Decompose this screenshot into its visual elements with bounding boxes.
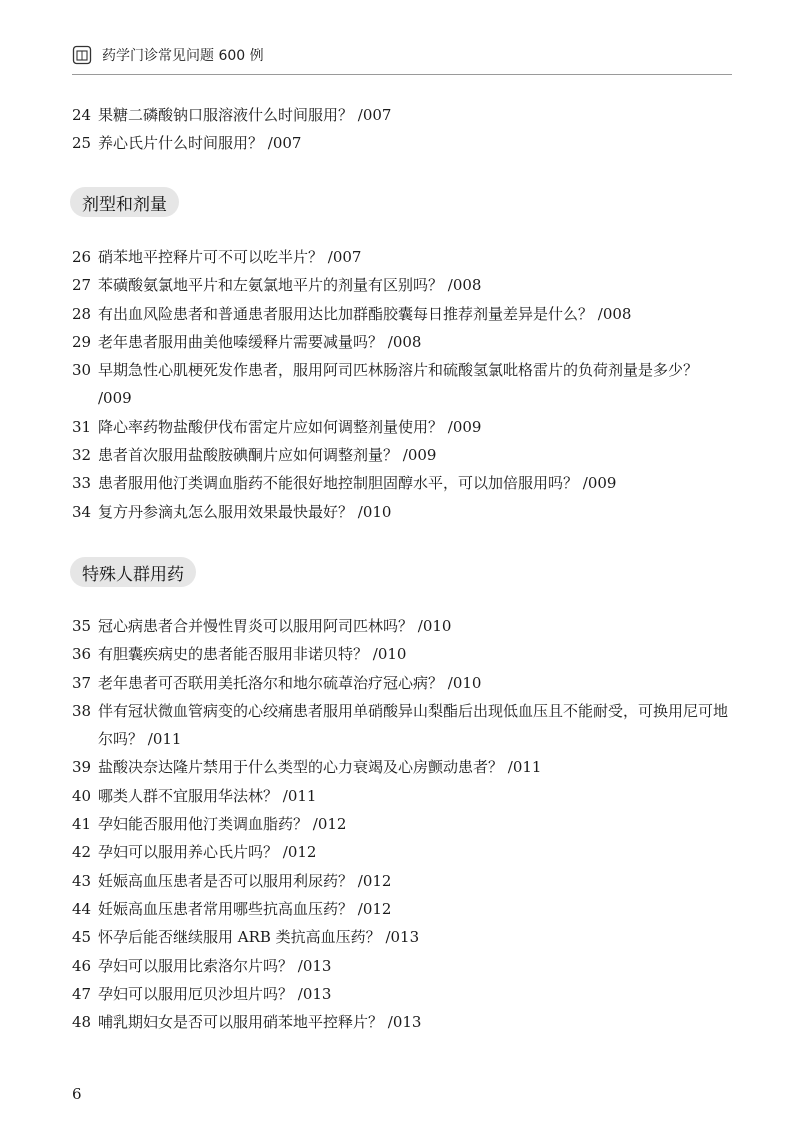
- page-number: 6: [72, 1085, 82, 1103]
- question-list: [72, 243, 732, 526]
- list-item: 41 孕妇能否服用他汀类调血脂药？ /012: [72, 815, 347, 834]
- header-divider: [72, 74, 732, 75]
- list-item: 40 哪类人群不宜服用华法林？ /011: [72, 786, 317, 805]
- list-item: 37 老年患者可否联用美托洛尔和地尔硫䓬治疗冠心病？ /010: [72, 673, 482, 692]
- list-item: 30 早期急性心肌梗死发作患者，服用阿司匹林肠溶片和硫酸氢氯吡格雷片的负荷剂量是多少？ /009: [72, 361, 699, 408]
- running-header: [72, 40, 732, 70]
- list-item: 36 有胆囊疾病史的患者能否服用非诺贝特？ /010: [72, 645, 407, 664]
- section-heading: 剂型和剂量: [70, 187, 179, 217]
- list-item: 44 妊娠高血压患者常用哪些抗高血压药？ /012: [72, 899, 392, 918]
- header-title: 药学门诊常见问题 600 例: [102, 48, 264, 64]
- list-item: 34 复方丹参滴丸怎么服用效果最快最好？ /010: [72, 502, 392, 521]
- list-item: 27 苯磺酸氨氯地平片和左氨氯地平片的剂量有区别吗？ /008: [72, 276, 482, 295]
- book-icon: [72, 45, 92, 65]
- list-item: 33 患者服用他汀类调血脂药不能很好地控制胆固醇水平，可以加倍服用吗？ /009: [72, 474, 617, 493]
- list-item: 25 养心氏片什么时间服用？ /007: [72, 134, 302, 153]
- list-item: 29 老年患者服用曲美他嗪缓释片需要减量吗？ /008: [72, 332, 422, 351]
- section-heading: 特殊人群用药: [70, 557, 196, 587]
- list-item: 38 伴有冠状微血管病变的心绞痛患者服用单硝酸异山梨酯后出现低血压且不能耐受，可换用尼可地尔吗？ /011: [72, 701, 729, 749]
- question-list: [72, 612, 732, 1036]
- list-item: 42 孕妇可以服用养心氏片吗？ /012: [72, 843, 317, 862]
- list-item: 35 冠心病患者合并慢性胃炎可以服用阿司匹林吗？ /010: [72, 617, 452, 635]
- list-item: 39 盐酸决奈达隆片禁用于什么类型的心力衰竭及心房颤动患者？ /011: [72, 758, 542, 777]
- list-item: 46 孕妇可以服用比索洛尔片吗？ /013: [72, 956, 332, 975]
- list-item: 32 患者首次服用盐酸胺碘酮片应如何调整剂量？ /009: [72, 446, 437, 465]
- list-item: 31 降心率药物盐酸伊伐布雷定片应如何调整剂量使用？ /009: [72, 417, 482, 436]
- list-item: 45 怀孕后能否继续服用 ARB 类抗高血压药？ /013: [72, 928, 420, 947]
- list-item: 28 有出血风险患者和普通患者服用达比加群酯胶囊每日推荐剂量差异是什么？ /008: [72, 304, 632, 323]
- list-item: 43 妊娠高血压患者是否可以服用利尿药？ /012: [72, 871, 392, 890]
- list-item: 48 哺乳期妇女是否可以服用硝苯地平控释片？ /013: [72, 1013, 422, 1032]
- list-item: 26 硝苯地平控释片可不可以吃半片？ /007: [72, 248, 362, 266]
- list-item: 24 果糖二磷酸钠口服溶液什么时间服用？ /007: [72, 106, 392, 124]
- list-item: 47 孕妇可以服用厄贝沙坦片吗？ /013: [72, 984, 332, 1003]
- question-list: [72, 101, 732, 158]
